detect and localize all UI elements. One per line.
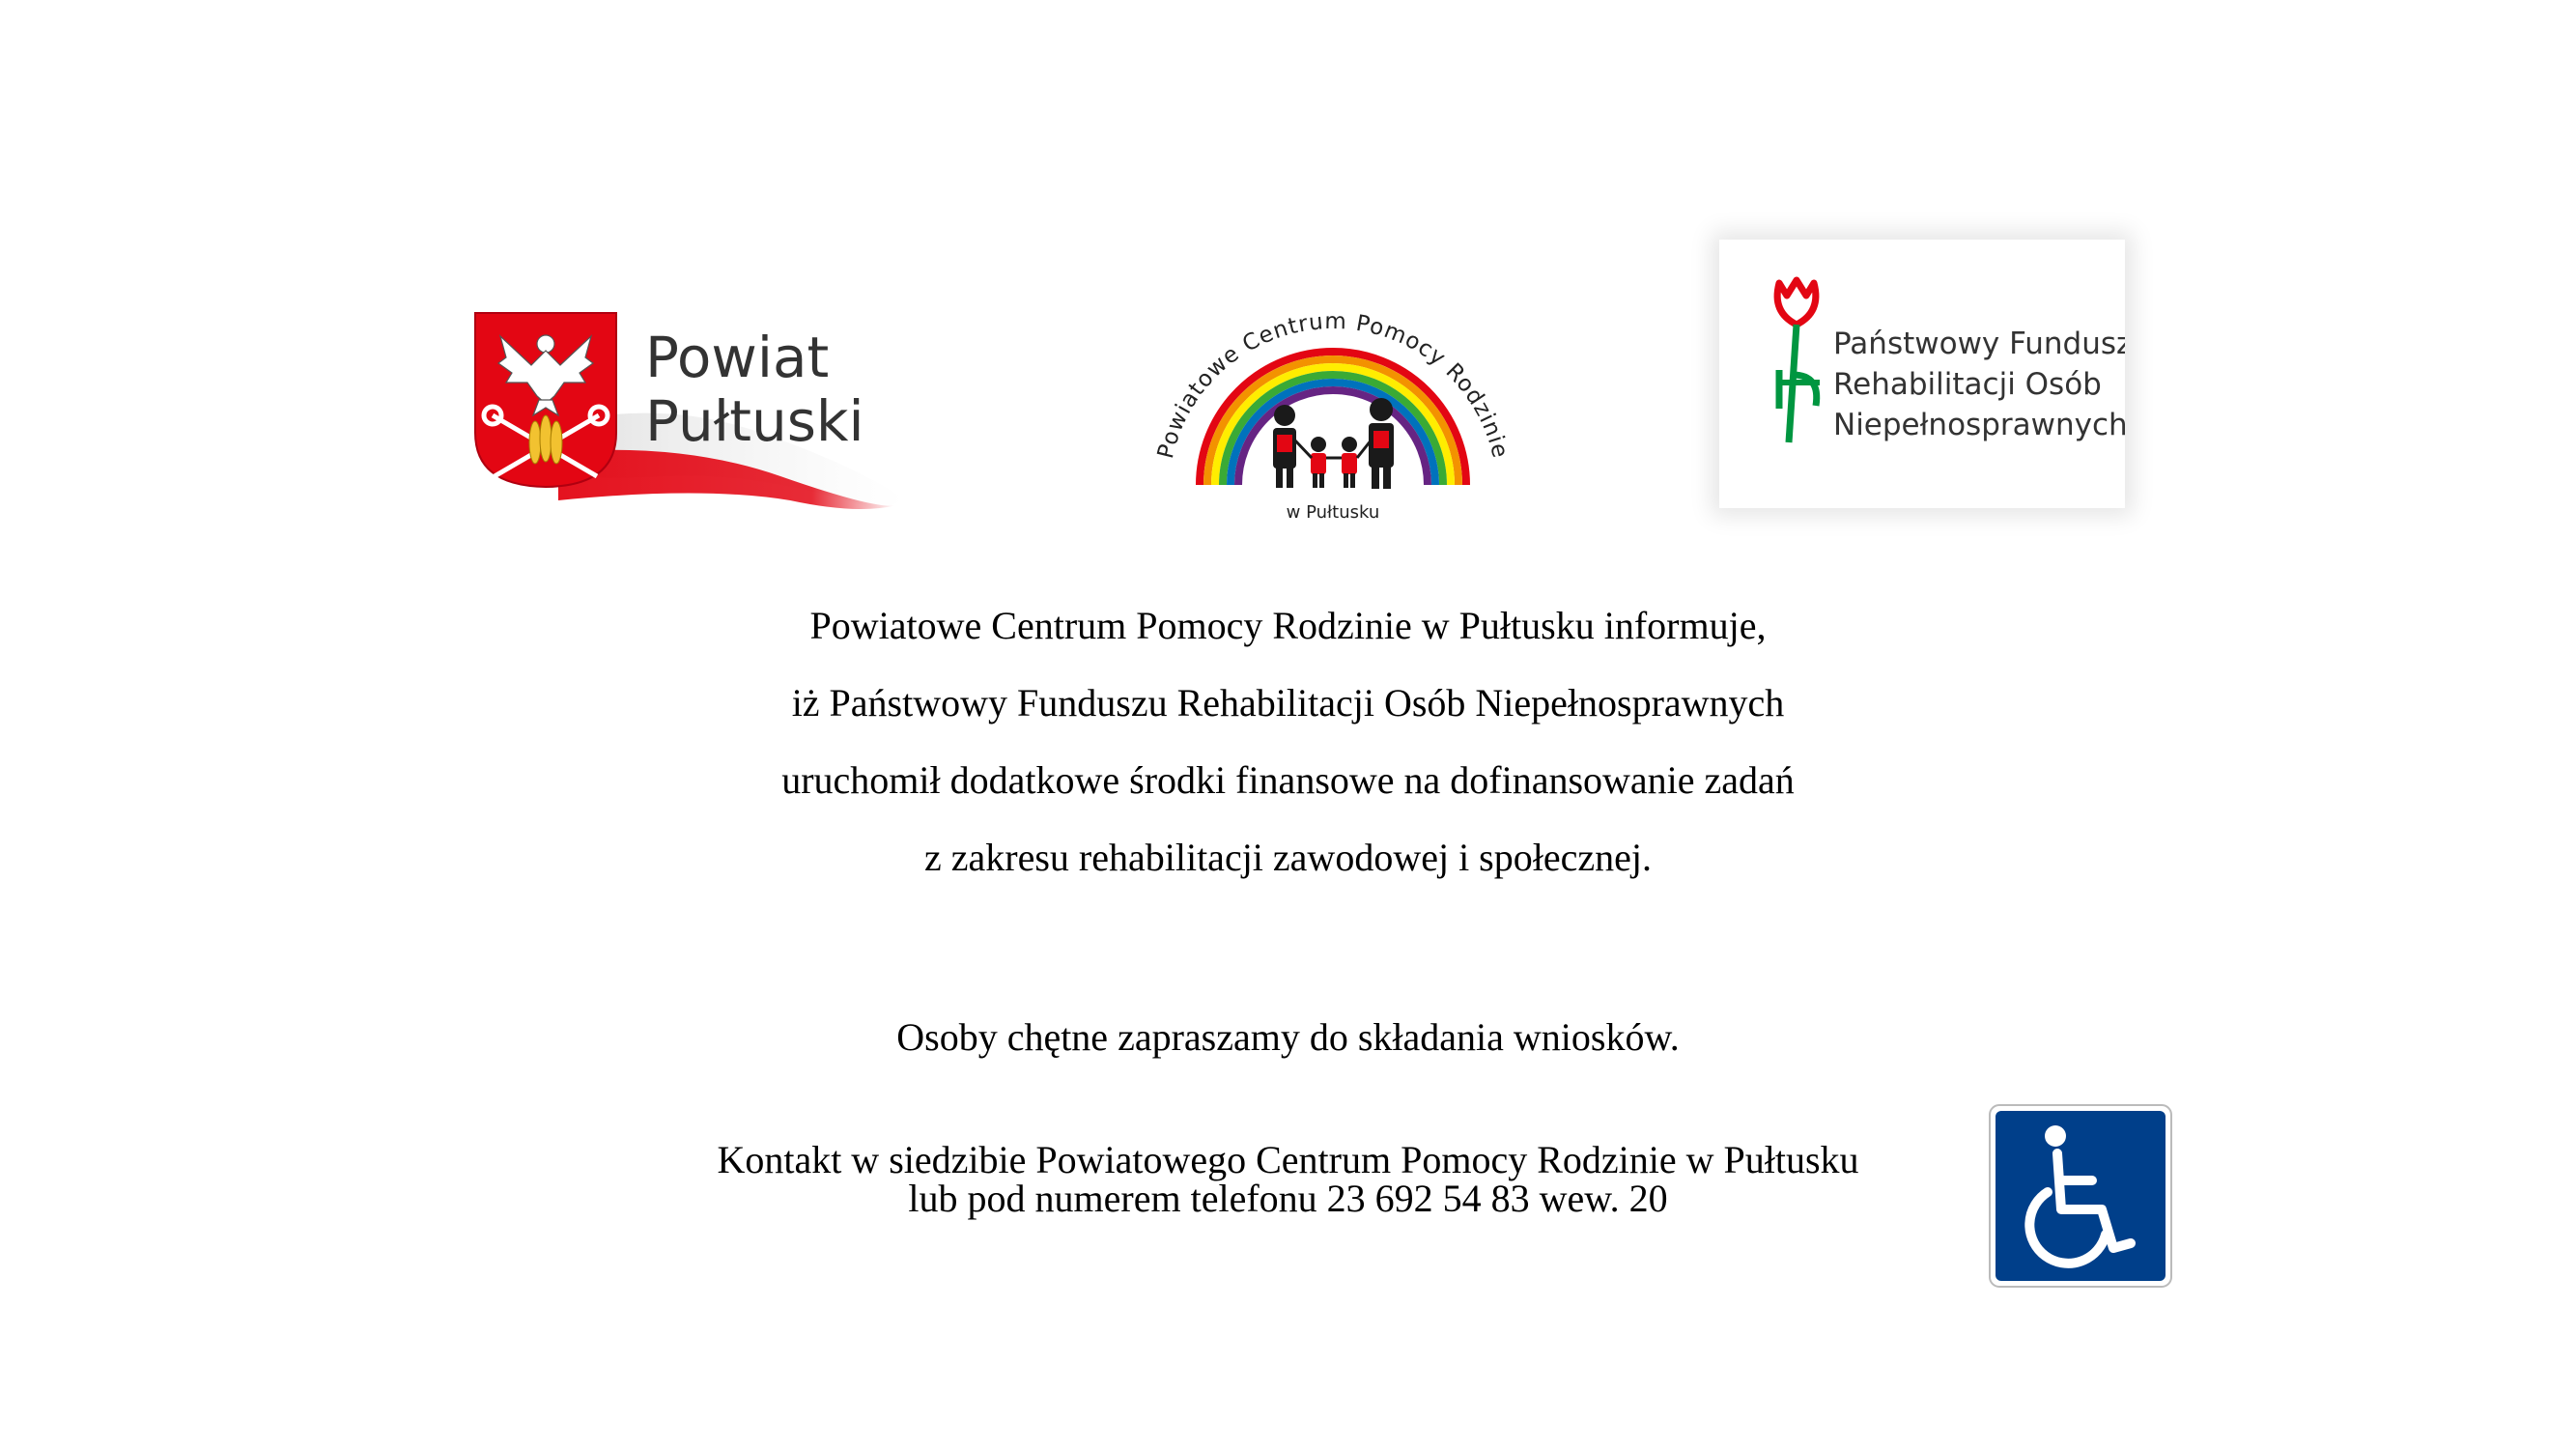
powiat-logo-graphic	[471, 307, 906, 520]
pfron-line2: Rehabilitacji Osób	[1833, 367, 2102, 402]
accessibility-sign	[1988, 1103, 2173, 1289]
invitation-text: Osoby chętne zapraszamy do składania wniosków.	[896, 1015, 1680, 1059]
pcpr-logo-graphic	[1140, 280, 1526, 531]
contact-line-1: Kontakt w siedzibie Powiatowego Centrum Pomocy Rodzinie w Pułtusku	[717, 1138, 1859, 1181]
announcement-line-1: Powiatowe Centrum Pomocy Rodzinie w Pułtusku informuje,	[809, 604, 1767, 647]
powiat-pultuski-logo	[471, 307, 906, 520]
announcement-line-2: iż Państwowy Funduszu Rehabilitacji Osób Niepełnosprawnych	[791, 681, 1785, 724]
powiat-label: Powiat	[645, 325, 830, 390]
pcpr-logo	[1140, 280, 1526, 531]
pfron-line3: Niepełnosprawnych	[1833, 408, 2125, 442]
wheat-icon	[529, 415, 562, 464]
announcement-line-3: uruchomił dodatkowe środki finansowe na dofinansowanie zadań	[781, 758, 1795, 802]
pcpr-bottom-text: w Pułtusku	[1286, 502, 1380, 523]
wheelchair-icon	[1988, 1103, 2173, 1289]
pcpr-arc-text: Powiatowe Centrum Pomocy Rodzinie	[1152, 308, 1514, 462]
family-icon	[1273, 398, 1394, 489]
announcement-line-4: z zakresu rehabilitacji zawodowej i społecznej.	[924, 836, 1652, 879]
pfron-logo	[1719, 240, 2125, 508]
pfron-logo-graphic	[1719, 240, 2125, 508]
pfron-line1: Państwowy Fundusz	[1833, 327, 2125, 361]
pultuski-label: Pułtuski	[645, 388, 864, 454]
tulip-icon	[1777, 280, 1820, 442]
rainbow-icon	[1200, 352, 1466, 485]
contact-line-2: lub pod numerem telefonu 23 692 54 83 wew. 20	[908, 1177, 1668, 1220]
